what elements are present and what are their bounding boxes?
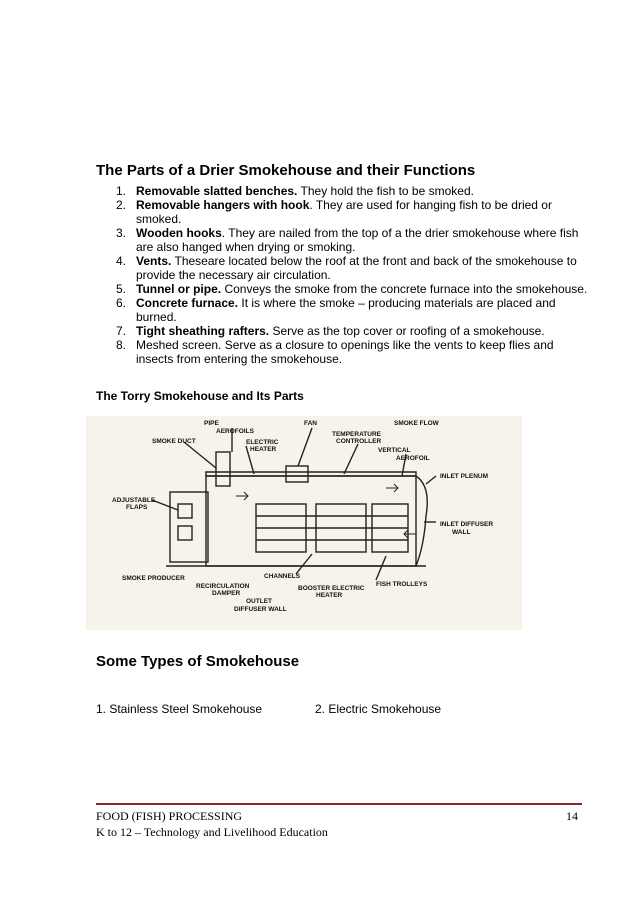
- part-name: Concrete furnace.: [136, 296, 239, 310]
- label-aerofoils: AEROFOILS: [216, 428, 254, 435]
- label-fan: FAN: [304, 420, 317, 427]
- label-temperature: TEMPERATURE: [332, 431, 381, 438]
- footer-course: FOOD (FISH) PROCESSING: [96, 809, 243, 823]
- label-smoke-producer: SMOKE PRODUCER: [122, 575, 185, 582]
- list-item: 3. Wooden hooks. They are nailed from the top of a the drier smokehouse where fish are also hanged when drying or smoking.: [116, 226, 579, 254]
- label-inlet-diffuser: INLET DIFFUSER: [440, 521, 494, 528]
- label-aerofoil: AEROFOIL: [396, 455, 430, 462]
- label-recirculation: RECIRCULATION: [196, 583, 250, 590]
- torry-smokehouse-diagram: [86, 416, 522, 630]
- types-title: Some Types of Smokehouse: [96, 653, 300, 670]
- label-heater: HEATER: [250, 446, 277, 453]
- type-electric: 2. Electric Smokehouse: [315, 702, 442, 716]
- label-booster-heater: HEATER: [316, 592, 343, 599]
- list-item: 4. Vents. Theseare located below the roof at the front and back of the smokehouse to provide the necessary air circulation.: [116, 254, 577, 282]
- footer-program: K to 12 – Technology and Livelihood Education: [96, 825, 328, 839]
- footer-rule: [96, 803, 582, 805]
- part-name: Removable hangers with hook: [136, 198, 310, 212]
- label-flaps: FLAPS: [126, 504, 148, 511]
- label-diffuser-wall: DIFFUSER WALL: [234, 606, 287, 613]
- label-booster-electric: BOOSTER ELECTRIC: [298, 585, 365, 592]
- list-item: 2. Removable hangers with hook. They are used for hanging fish to be dried or smoked.: [116, 198, 552, 226]
- label-damper: DAMPER: [212, 590, 241, 597]
- list-item: 6. Concrete furnace. It is where the smoke – producing materials are placed and burned.: [116, 296, 556, 324]
- part-name: Tight sheathing rafters.: [136, 324, 270, 338]
- label-smoke-flow: SMOKE FLOW: [394, 420, 439, 427]
- type-stainless-steel: 1. Stainless Steel Smokehouse: [96, 702, 263, 716]
- label-inlet-plenum: INLET PLENUM: [440, 473, 489, 480]
- list-item: 1. Removable slatted benches. They hold the fish to be smoked.: [116, 184, 474, 198]
- page-number: 14: [566, 809, 578, 823]
- label-electric: ELECTRIC: [246, 439, 279, 446]
- list-item: 8. Meshed screen. Serve as a closure to openings like the vents to keep flies and insects from entering the smokehouse.: [116, 338, 554, 366]
- part-name: Removable slatted benches.: [136, 184, 298, 198]
- list-item: 7. Tight sheathing rafters. Serve as the top cover or roofing of a smokehouse.: [116, 324, 545, 338]
- label-wall: WALL: [452, 529, 471, 536]
- list-item: 5. Tunnel or pipe. Conveys the smoke from the concrete furnace into the smokehouse.: [116, 282, 588, 296]
- part-name: Wooden hooks: [136, 226, 222, 240]
- torry-title: The Torry Smokehouse and Its Parts: [96, 389, 304, 403]
- label-outlet: OUTLET: [246, 598, 272, 605]
- label-adjustable: ADJUSTABLE: [112, 497, 156, 504]
- label-vertical: VERTICAL: [378, 447, 411, 454]
- part-name: Vents.: [136, 254, 172, 268]
- label-smoke-duct: SMOKE DUCT: [152, 438, 196, 445]
- section-title: The Parts of a Drier Smokehouse and their Functions: [96, 162, 476, 179]
- label-fish-trolleys: FISH TROLLEYS: [376, 581, 428, 588]
- part-name: Tunnel or pipe.: [136, 282, 222, 296]
- label-channels: CHANNELS: [264, 573, 301, 580]
- label-pipe: PIPE: [204, 420, 219, 427]
- label-controller: CONTROLLER: [336, 438, 382, 445]
- parts-list: [96, 184, 596, 366]
